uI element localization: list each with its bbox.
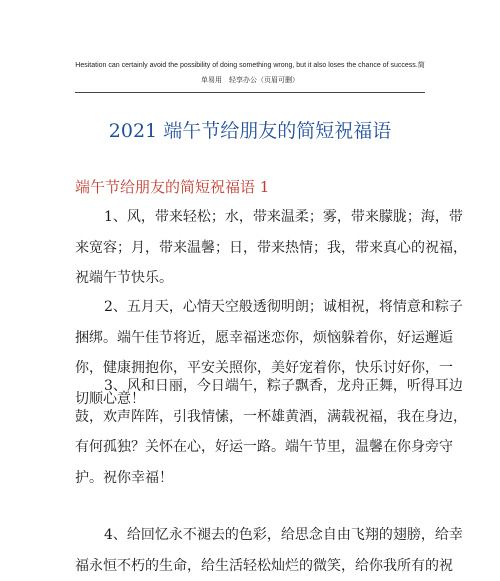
header-tagline: Hesitation can certainly avoid the possibility of doing something wrong, but it also loses the chance of success.简	[0, 60, 500, 70]
paragraph-4	[75, 520, 427, 581]
paragraph-line: 3、风和日丽，今日端午，粽子飘香，龙舟正舞，听得耳边	[75, 371, 427, 402]
paragraph-line: 福永恒不朽的生命，给生活轻松灿烂的微笑，给你我所有的祝	[75, 551, 427, 581]
paragraph-line: 4、给回忆永不褪去的色彩，给思念自由飞翔的翅膀，给幸	[75, 520, 427, 551]
paragraph-line: 护。祝你幸福！	[75, 463, 427, 494]
paragraph-line: 来宽容；月，带来温馨；日，带来热情；我，带来真心的祝福，	[75, 233, 427, 264]
paragraph-line: 祝端午节快乐。	[75, 263, 427, 294]
paragraph-line: 1、风，带来轻松；水，带来温柔；雾，带来朦胧；海，带	[75, 202, 427, 233]
paragraph-line: 有何孤独？关怀在心，好运一路。端午节里，温馨在你身旁守	[75, 432, 427, 463]
paragraph-3	[75, 371, 427, 493]
paragraph-line: 捆绑。端午佳节将近，愿幸福迷恋你，烦恼躲着你，好运邂逅	[75, 323, 427, 354]
section-heading: 端午节给朋友的简短祝福语 1	[75, 176, 269, 197]
paragraph-line: 2、五月天，心情天空般透彻明朗；诚相祝，将情意和粽子	[75, 292, 427, 323]
header-divider	[75, 92, 425, 93]
paragraph-line: 鼓，欢声阵阵，引我情愫，一杯雄黄酒，满载祝福，我在身边，	[75, 402, 427, 433]
paragraph-1	[75, 202, 427, 294]
paragraph-line: 切顺心意！	[75, 384, 427, 415]
header-subline: 单易用 轻享办公（页眉可删）	[0, 75, 500, 85]
paragraph-line: 你，健康拥抱你，平安关照你，美好宠着你，快乐讨好你，一	[75, 353, 427, 384]
document-title: 2021 端午节给朋友的简短祝福语	[0, 116, 500, 143]
